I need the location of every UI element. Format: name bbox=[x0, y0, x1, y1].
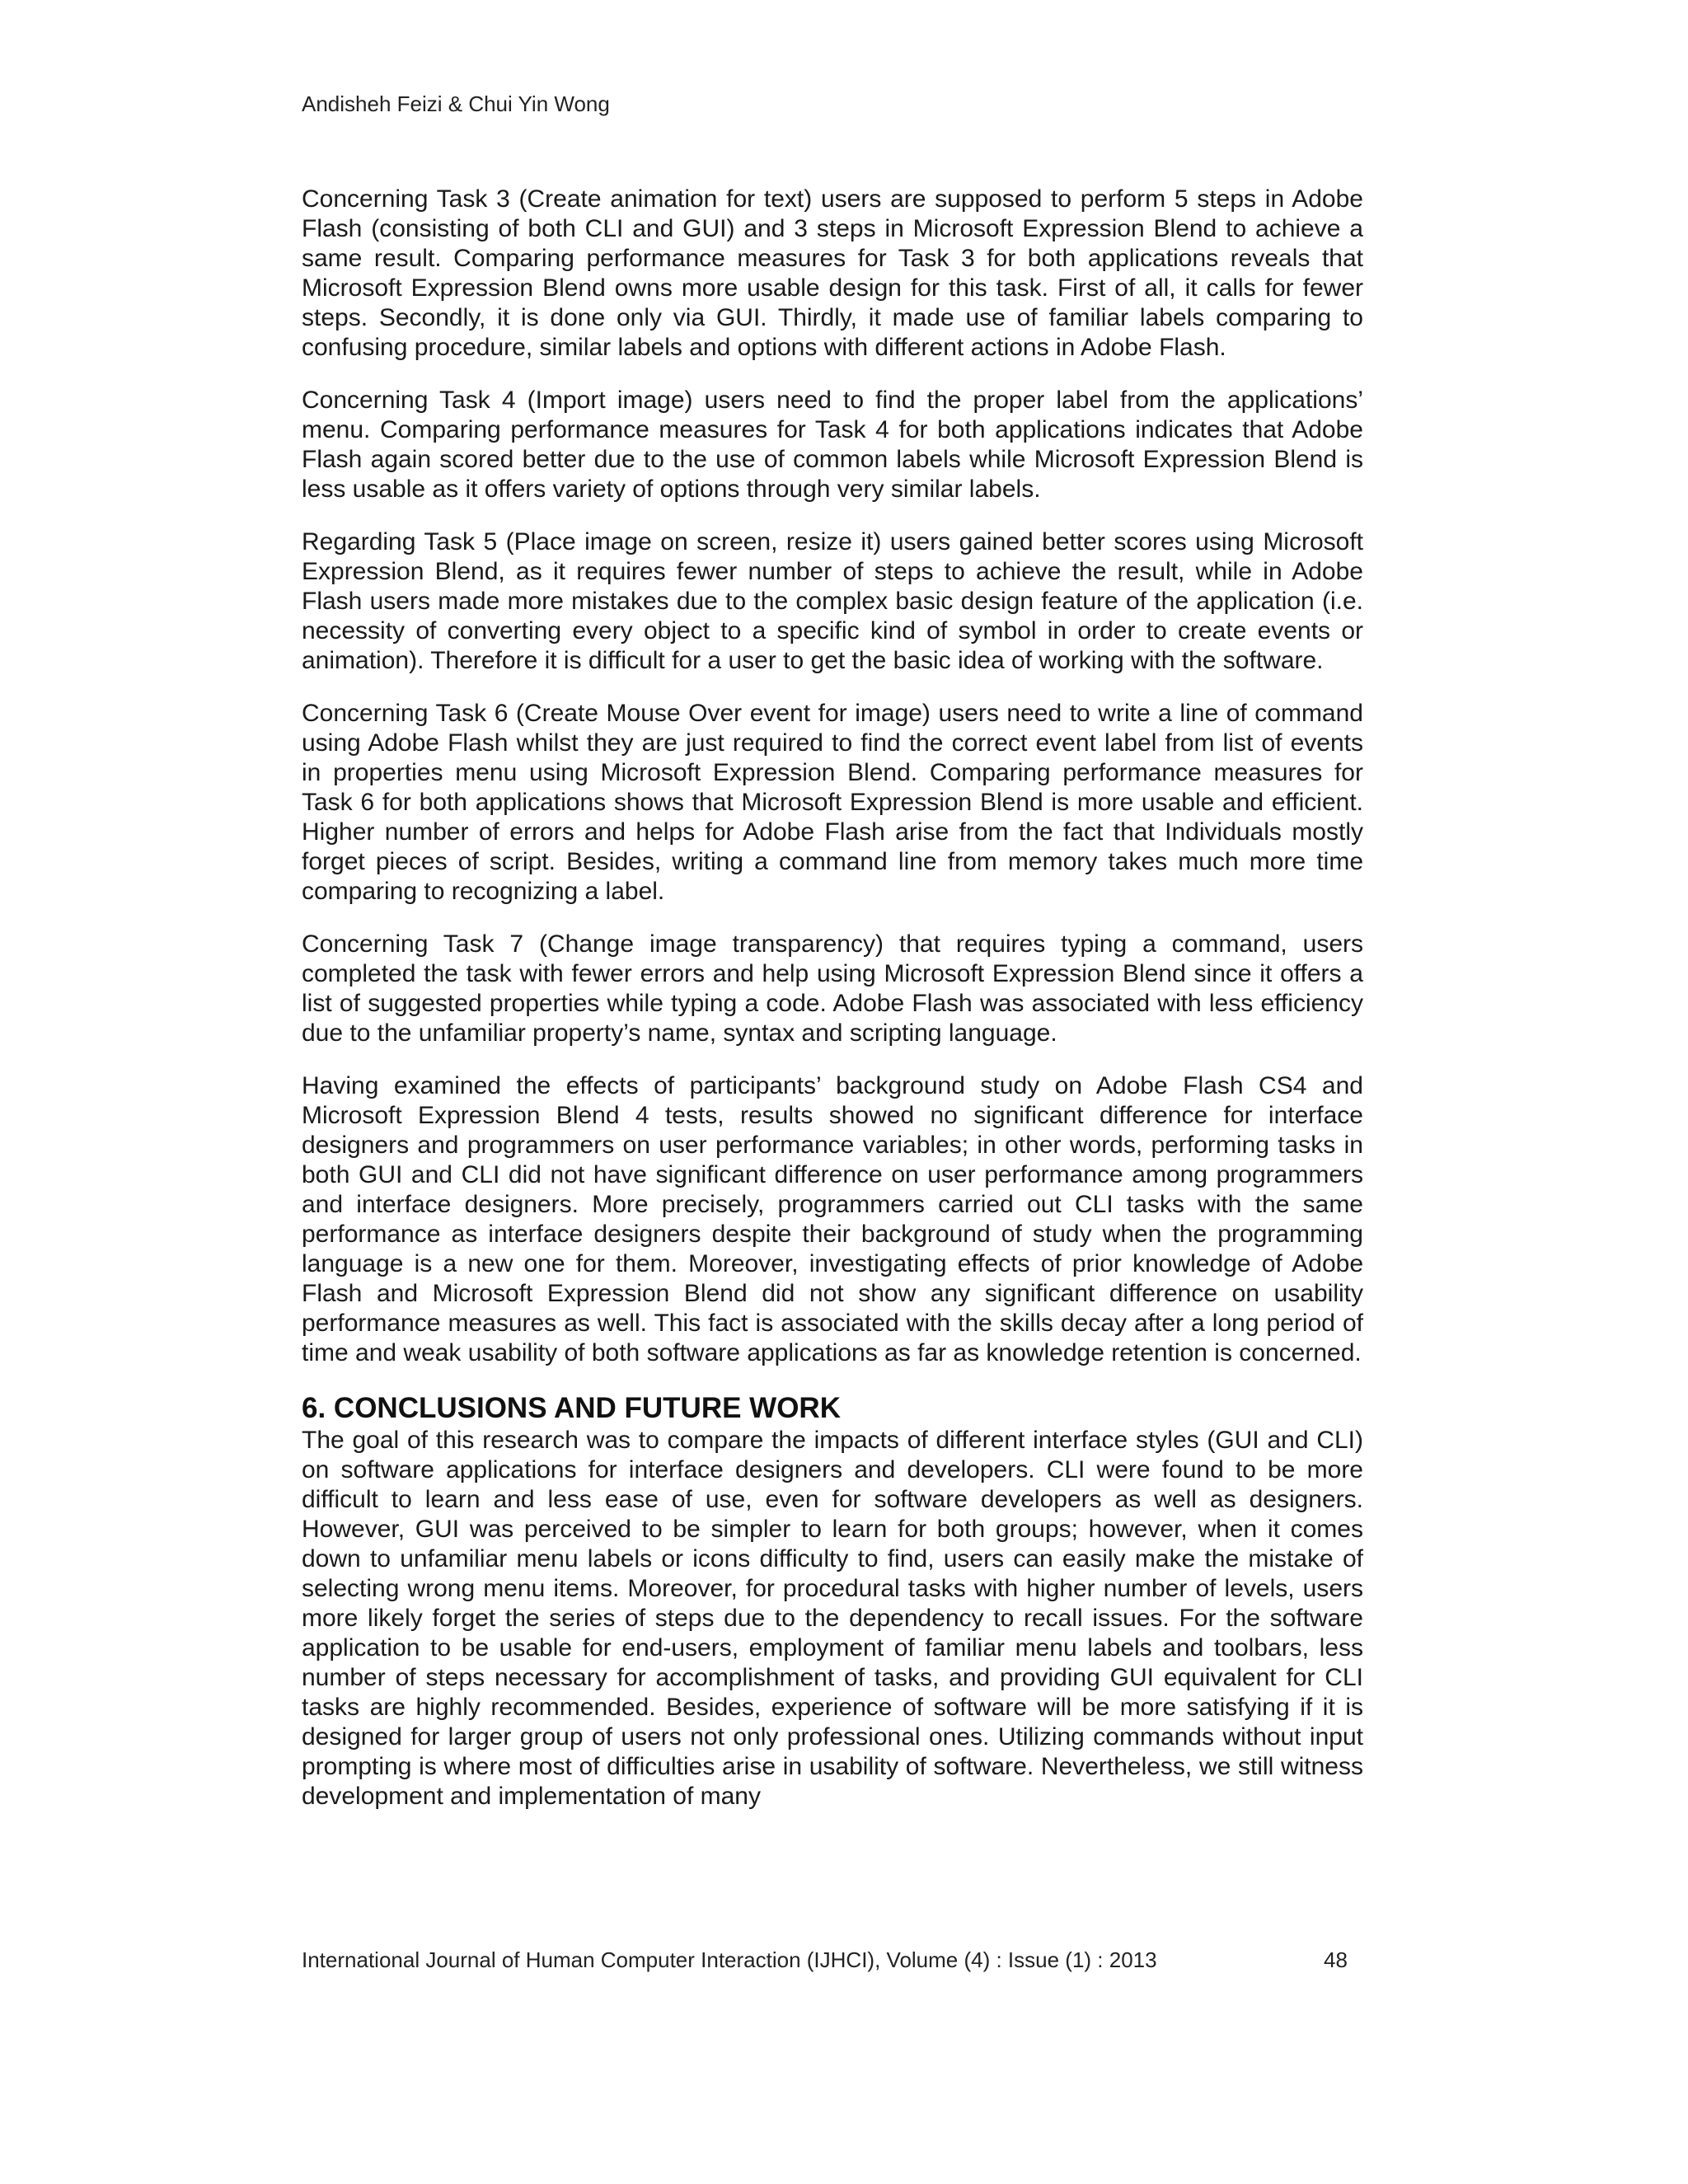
paragraph-task-5: Regarding Task 5 (Place image on screen, resize it) users gained better scores using Microsoft Expression Blend, as it requires fewer number of steps to achieve the result, while in Adobe Flash users made more mistakes due to the complex basic design feature of the application (i.e. necessity of converting every object to a specific kind of symbol in order to create events or animation). Therefore it is difficult for a user to get the basic idea of working with the software. bbox=[302, 528, 1363, 674]
footer-journal-citation: International Journal of Human Computer Interaction (IJHCI), Volume (4) : Issue (1) : 2013 bbox=[302, 1947, 1157, 1972]
section-heading-conclusions: 6. CONCLUSIONS AND FUTURE WORK bbox=[302, 1392, 841, 1424]
paragraph-conclusions: The goal of this research was to compare the impacts of different interface styles (GUI and CLI) on software applications for interface designers and developers. CLI were found to be more difficult to learn and less ease of use, even for software developers as well as designers. However, GUI was perceived to be simpler to learn for both groups; however, when it comes down to unfamiliar menu labels or icons difficulty to find, users can easily make the mistake of selecting wrong menu items. Moreover, for procedural tasks with higher number of levels, users more likely forget the series of steps due to the dependency to recall issues. For the software application to be usable for end-users, employment of familiar menu labels and toolbars, less number of steps necessary for accomplishment of tasks, and providing GUI equivalent for CLI tasks are highly recommended. Besides, experience of software will be more satisfying if it is designed for larger group of users not only professional ones. Utilizing commands without input prompting is where most of difficulties arise in usability of software. Nevertheless, we still witness development and implementation of many bbox=[302, 1427, 1363, 1810]
paragraph-background-study: Having examined the effects of participants’ background study on Adobe Flash CS4 and Microsoft Expression Blend 4 tests, results showed no significant difference for interface designers and programmers on user performance variables; in other words, performing tasks in both GUI and CLI did not have significant difference on user performance among programmers and interface designers. More precisely, programmers carried out CLI tasks with the same performance as interface designers despite their background of study when the programming language is a new one for them. Moreover, investigating effects of prior knowledge of Adobe Flash and Microsoft Expression Blend did not show any significant difference on usability performance measures as well. This fact is associated with the skills decay after a long period of time and weak usability of both software applications as far as knowledge retention is concerned. bbox=[302, 1072, 1363, 1366]
paragraph-task-3: Concerning Task 3 (Create animation for text) users are supposed to perform 5 steps in Adobe Flash (consisting of both CLI and GUI) and 3 steps in Microsoft Expression Blend to achieve a same result. Comparing performance measures for Task 3 for both applications reveals that Microsoft Expression Blend owns more usable design for this task. First of all, it calls for fewer steps. Secondly, it is done only via GUI. Thirdly, it made use of familiar labels comparing to confusing procedure, similar labels and options with different actions in Adobe Flash. bbox=[302, 185, 1363, 361]
running-header-authors: Andisheh Feizi & Chui Yin Wong bbox=[302, 91, 610, 116]
article-body bbox=[302, 185, 1363, 1835]
paragraph-task-6: Concerning Task 6 (Create Mouse Over event for image) users need to write a line of command using Adobe Flash whilst they are just required to find the correct event label from list of events in properties menu using Microsoft Expression Blend. Comparing performance measures for Task 6 for both applications shows that Microsoft Expression Blend is more usable and efficient. Higher number of errors and helps for Adobe Flash arise from the fact that Individuals mostly forget pieces of script. Besides, writing a command line from memory takes much more time comparing to recognizing a label. bbox=[302, 700, 1363, 905]
paragraph-task-7: Concerning Task 7 (Change image transparency) that requires typing a command, users completed the task with fewer errors and help using Microsoft Expression Blend since it offers a list of suggested properties while typing a code. Adobe Flash was associated with less efficiency due to the unfamiliar property’s name, syntax and scripting language. bbox=[302, 930, 1363, 1047]
paragraph-task-4: Concerning Task 4 (Import image) users need to find the proper label from the applications’ menu. Comparing performance measures for Task 4 for both applications indicates that Adobe Flash again scored better due to the use of common labels while Microsoft Expression Blend is less usable as it offers variety of options through very similar labels. bbox=[302, 387, 1363, 503]
page-number: 48 bbox=[1324, 1947, 1348, 1972]
